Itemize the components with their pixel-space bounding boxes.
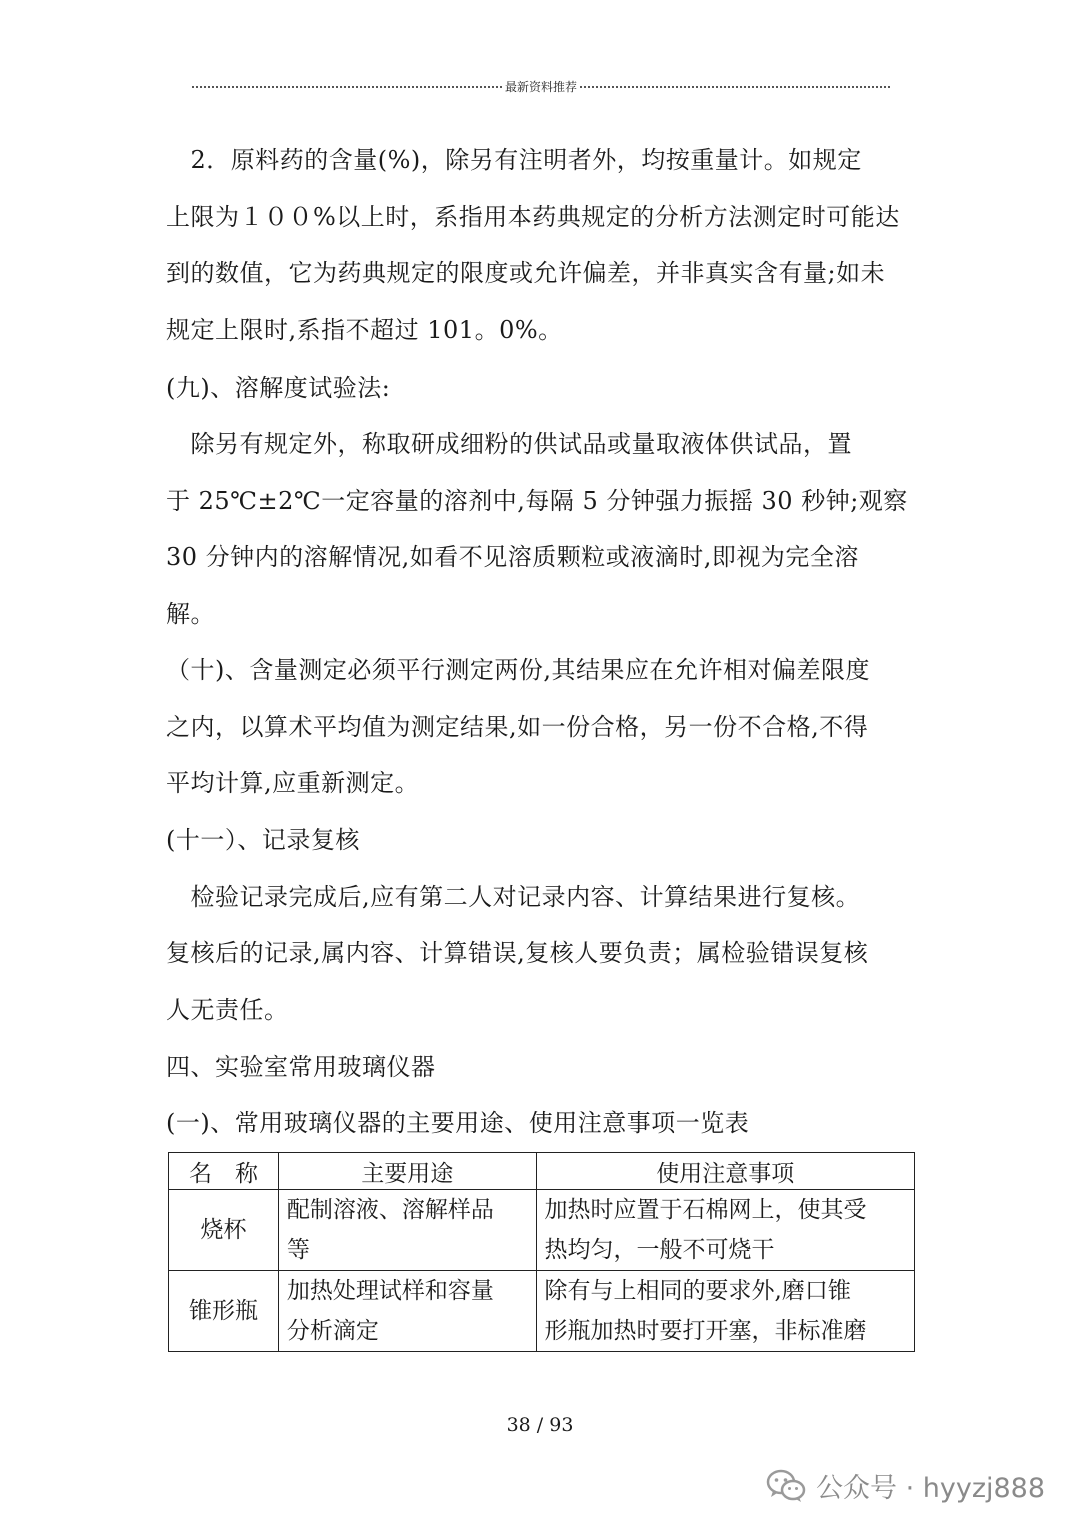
header-text: 最新资料推荐 [505,79,578,94]
cell-line: 除有与上相同的要求外,磨口锥 [544,1278,851,1304]
header-dots-left [192,86,502,88]
column-header-name: 名 称 [169,1153,279,1190]
section-heading: (十一）、记录复核 [166,826,360,854]
body-line: 2．原料药的含量(%)，除另有注明者外，均按重量计。如规定 [166,146,862,174]
body-line: 复核后的记录,属内容、计算错误,复核人要负责；属检验错误复核 [166,939,869,967]
table-header-row [169,1153,915,1190]
body-line: 检验记录完成后,应有第二人对记录内容、计算结果进行复核。 [166,883,861,911]
cell-line: 分析滴定 [286,1318,379,1344]
cell-line: 热均匀，一般不可烧干 [544,1237,775,1263]
cell-line: 加热处理试样和容量 [286,1278,494,1304]
cell-use [278,1271,536,1352]
body-line: 上限为１００%以上时，系指用本药典规定的分析方法测定时可能达 [166,203,900,231]
table-row [169,1190,915,1271]
watermark-text: 公众号 · hyyzj888 [816,1473,1046,1504]
glassware-table [168,1152,915,1352]
cell-line: 形瓶加热时要打开塞，非标准磨 [544,1318,867,1344]
body-line: 到的数值，它为药典规定的限度或允许偏差，并非真实含有量;如未 [166,259,886,287]
section-heading: （十)、含量测定必须平行测定两份,其结果应在允许相对偏差限度 [166,656,870,684]
body-line: 解。 [166,600,215,628]
table-row [169,1271,915,1352]
body-line: 规定上限时,系指不超过 101。0%。 [166,316,563,344]
cell-line: 加热时应置于石棉网上，使其受 [544,1197,867,1223]
watermark [766,1466,1045,1505]
cell-line: 配制溶液、溶解样品 [286,1197,494,1223]
wechat-icon [766,1469,806,1503]
column-header-notes: 使用注意事项 [536,1153,914,1190]
cell-line: 等 [286,1237,310,1263]
section-heading: 四、实验室常用玻璃仪器 [166,1053,436,1081]
cell-name: 烧杯 [169,1190,279,1271]
body-line: 人无责任。 [166,996,289,1024]
table-caption: (一)、常用玻璃仪器的主要用途、使用注意事项一览表 [166,1109,750,1137]
body-line: 之内，以算术平均值为测定结果,如一份合格，另一份不合格,不得 [166,713,869,741]
page-number: 38 / 93 [506,1414,574,1436]
body-line: 于 25℃±2℃一定容量的溶剂中,每隔 5 分钟强力振摇 30 秒钟;观察 [166,487,908,515]
cell-name: 锥形瓶 [169,1271,279,1352]
cell-notes [536,1190,914,1271]
section-heading: (九)、溶解度试验法: [166,374,391,402]
cell-use [278,1190,536,1271]
body-line: 30 分钟内的溶解情况,如看不见溶质颗粒或液滴时,即视为完全溶 [166,543,859,571]
cell-notes [536,1271,914,1352]
header-dots-right [580,86,890,88]
page-header [192,76,890,96]
column-header-use: 主要用途 [278,1153,536,1190]
body-line: 除另有规定外，称取研成细粉的供试品或量取液体供试品，置 [166,430,852,458]
body-line: 平均计算,应重新测定。 [166,769,420,797]
